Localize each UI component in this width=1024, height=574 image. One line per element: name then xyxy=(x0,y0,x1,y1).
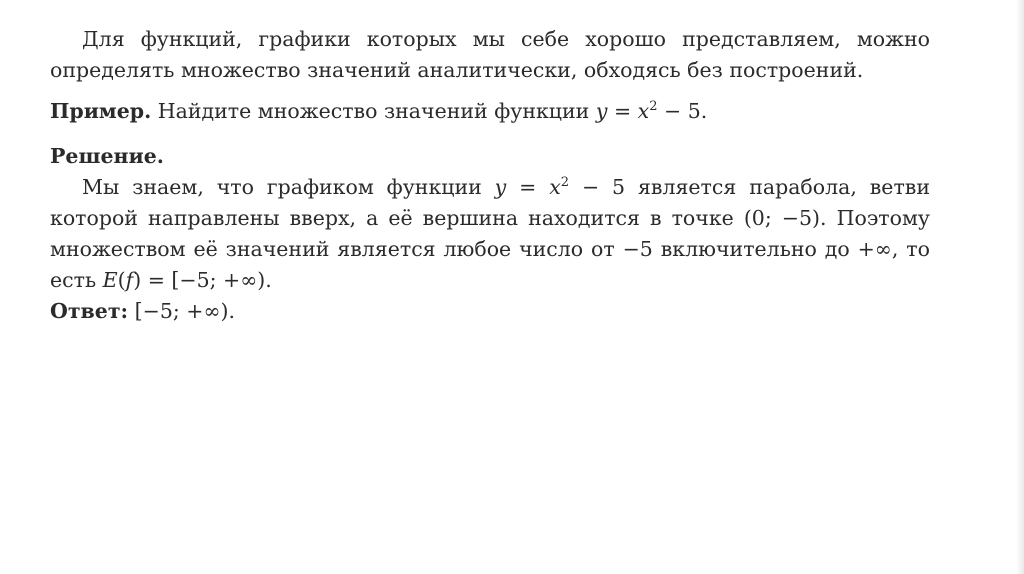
answer-paragraph xyxy=(50,296,930,327)
example-label: Пример. xyxy=(50,99,152,123)
slide-edge-shadow xyxy=(1016,0,1024,574)
example-paragraph xyxy=(50,96,930,127)
example-text: Найдите множество значений функции xyxy=(157,99,590,123)
document-body xyxy=(50,24,930,327)
lower-bound: −5 xyxy=(622,237,653,261)
upper-bound: +∞ xyxy=(857,237,892,261)
example-formula: $y = x^2 - 5$. xyxy=(595,99,708,123)
solution-heading: Решение. xyxy=(50,144,164,168)
range-formula: E(f) = [−5; +∞). xyxy=(102,268,272,292)
vertex-point: (0; −5) xyxy=(743,206,821,230)
intro-paragraph: Для функций, графики которых мы себе хорошо представляем, можно определять множество значений аналитически, обходясь без построений. xyxy=(50,27,930,82)
solution-paragraph: Мы знаем, что графиком функции $y = x^2 - 5$ является парабола, ветви которой направлены вверх, а её вершина находится в точке (0; −5). Поэтому множеством её значений является любое число от −5 включительно до +∞, то есть E(f) = [−5; +∞). xyxy=(50,175,930,292)
answer-value: [−5; +∞). xyxy=(134,299,236,323)
answer-label: Ответ: xyxy=(50,299,129,323)
solution-formula: $y = x^2 - 5$ xyxy=(494,175,626,199)
